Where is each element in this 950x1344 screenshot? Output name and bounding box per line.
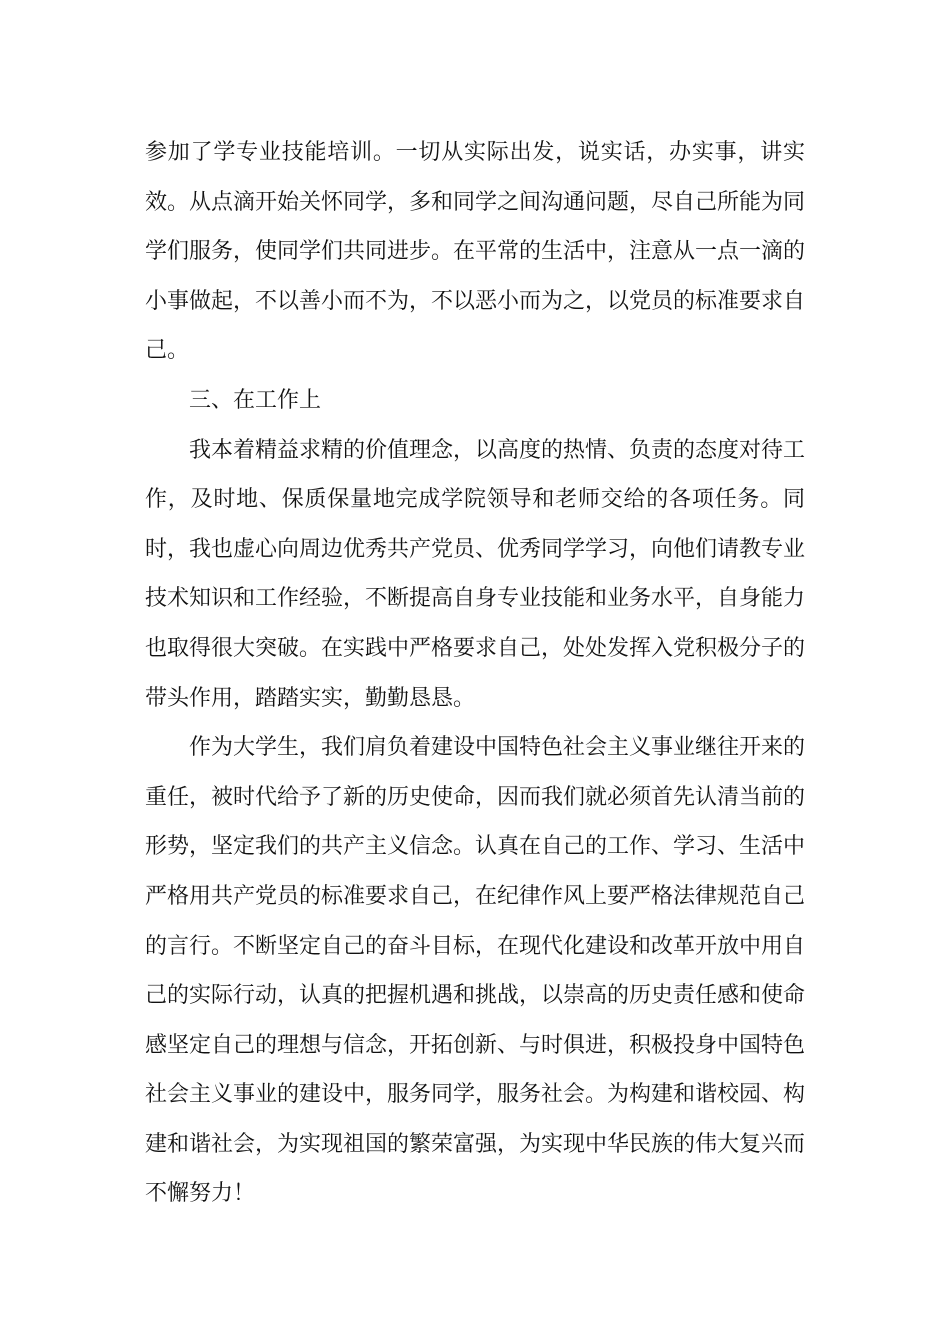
paragraph-work: 我本着精益求精的价值理念，以高度的热情、负责的态度对待工作，及时地、保质保量地完成学院领导和老师交给的各项任务。同时，我也虚心向周边优秀共产党员、优秀同学学习，向他们请教专业技术知识和工作经验，不断提高自身专业技能和业务水平，自身能力也取得很大突破。在实践中严格要求自己，处处发挥入党积极分子的带头作用，踏踏实实，勤勤恳恳。 — [145, 437, 806, 711]
section-heading-work: 三、在工作上 — [189, 387, 322, 413]
document-body — [145, 128, 805, 1219]
paragraph-continuation: 参加了学专业技能培训。一切从实际出发，说实话，办实事，讲实效。从点滴开始关怀同学，多和同学之间沟通问题，尽自己所能为同学们服务，使同学们共同进步。在平常的生活中，注意从一点一滴的小事做起，不以善小而不为，不以恶小而为之，以党员的标准要求自己。 — [145, 140, 806, 364]
paragraph-conclusion: 作为大学生，我们肩负着建设中国特色社会主义事业继往开来的重任，被时代给予了新的历史使命，因而我们就必须首先认清当前的形势，坚定我们的共产主义信念。认真在自己的工作、学习、生活中严格用共产党员的标准要求自己，在纪律作风上要严格法律规范自己的言行。不断坚定自己的奋斗目标，在现代化建设和改革开放中用自己的实际行动，认真的把握机遇和挑战，以崇高的历史责任感和使命感坚定自己的理想与信念，开拓创新、与时俱进，积极投身中国特色社会主义事业的建设中，服务同学，服务社会。为构建和谐校园、构建和谐社会，为实现祖国的繁荣富强，为实现中华民族的伟大复兴而不懈努力！ — [145, 735, 806, 1207]
